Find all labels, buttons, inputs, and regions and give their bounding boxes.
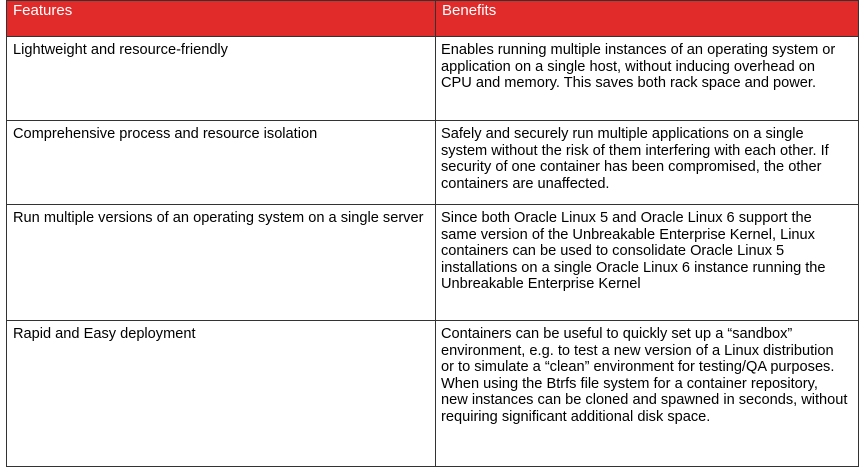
benefit-text: Enables running multiple instances of an operating system or application on a single host, without inducing overhead on CPU and memory. This saves both rack space and power. bbox=[441, 42, 836, 92]
feature-text: Lightweight and resource-friendly bbox=[13, 42, 228, 58]
benefit-cell bbox=[436, 37, 859, 121]
benefit-cell bbox=[436, 321, 859, 467]
feature-cell bbox=[7, 121, 436, 205]
table-row bbox=[7, 37, 859, 121]
table-row bbox=[7, 205, 859, 321]
feature-text: Run multiple versions of an operating system on a single server bbox=[13, 210, 424, 226]
header-benefits-label: Benefits bbox=[442, 2, 497, 19]
benefit-cell bbox=[436, 205, 859, 321]
feature-cell bbox=[7, 321, 436, 467]
benefit-cell bbox=[436, 121, 859, 205]
table-row bbox=[7, 121, 859, 205]
benefit-text: Safely and securely run multiple applications on a single system without the risk of them interfering with each other. If security of one container has been compromised, the other containers are unaffected. bbox=[441, 126, 829, 192]
feature-cell bbox=[7, 37, 436, 121]
header-benefits bbox=[436, 1, 859, 37]
feature-text: Rapid and Easy deployment bbox=[13, 326, 196, 342]
benefit-text: Since both Oracle Linux 5 and Oracle Linux 6 support the same version of the Unbreakable Enterprise Kernel, Linux containers can be used to consolidate Oracle Linux 5 installations on a single Oracle Linux 6 instance running the Unbreakable Enterprise Kernel bbox=[441, 210, 826, 293]
header-features-label: Features bbox=[13, 2, 73, 19]
features-benefits-table bbox=[6, 0, 859, 467]
feature-text: Comprehensive process and resource isolation bbox=[13, 126, 318, 142]
benefit-text: Containers can be useful to quickly set up a “sandbox” environment, e.g. to test a new version of a Linux distribution or to simulate a “clean” environment for testing/QA purposes. When using the Btrfs file system for a container repository, new instances can be cloned and spawned in seconds, without requiring significant additional disk space. bbox=[441, 326, 848, 425]
table-header-row bbox=[7, 1, 859, 37]
feature-cell bbox=[7, 205, 436, 321]
table-row bbox=[7, 321, 859, 467]
header-features bbox=[7, 1, 436, 37]
